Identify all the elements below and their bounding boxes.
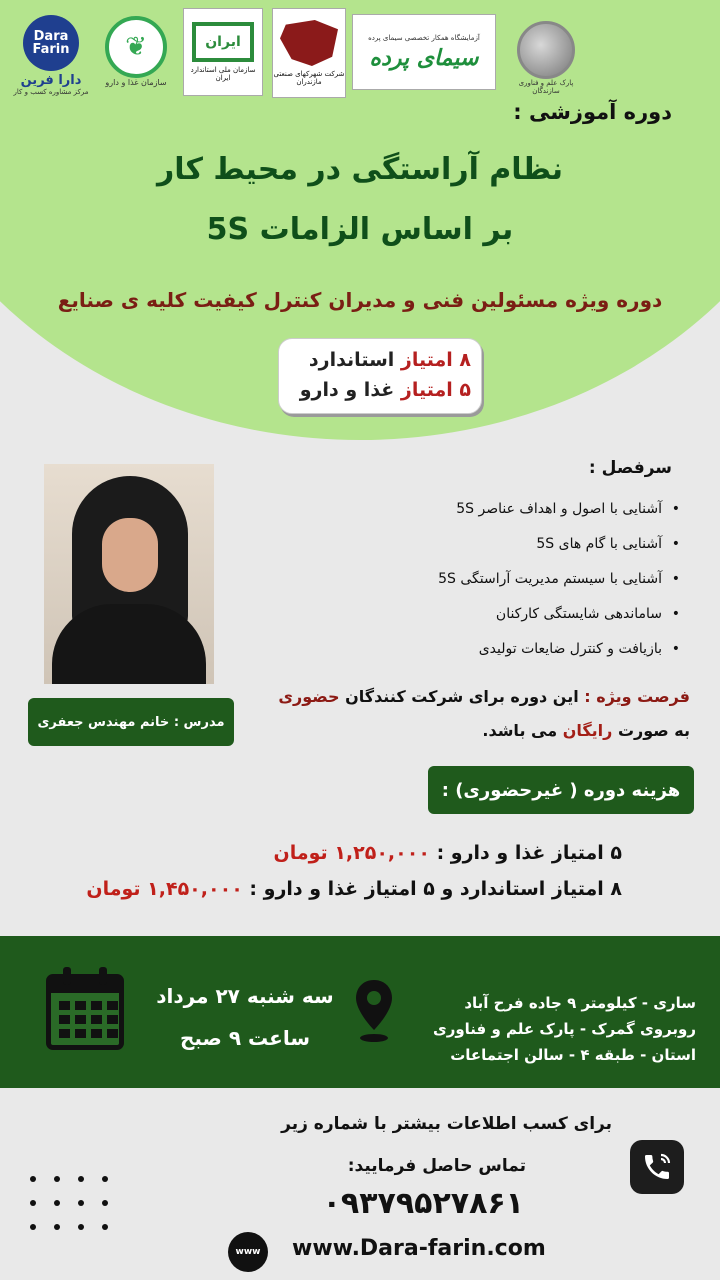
event-address: ساری - کیلومتر ۹ جاده فرح آباد روبروی گمرک - پارک علم و فناوری استان - طبقه ۴ - سالن اجتماعات	[432, 994, 696, 1064]
points-label: استاندارد	[308, 349, 395, 371]
dara-farin-name: دارا فرین	[20, 72, 82, 88]
syllabus-title: سرفصل :	[588, 458, 672, 478]
industrial-estates-caption: شرکت شهرکهای صنعتی مازندران	[273, 70, 345, 86]
dara-farin-mark: Dara Farin	[23, 15, 79, 71]
syllabus-list	[360, 492, 680, 667]
calendar-grid	[59, 1001, 118, 1038]
calendar-icon	[46, 974, 124, 1050]
science-park-logo	[504, 16, 588, 100]
instructor-label: مدرس : خانم مهندس جعفری	[28, 698, 234, 746]
price-label: ۸ امتیاز استاندارد و ۵ امتیاز غذا و دارو :	[249, 878, 622, 900]
iran-map-icon	[280, 20, 338, 66]
points-value: ۸ امتیاز	[400, 349, 471, 371]
globe-icon: www	[228, 1232, 268, 1272]
syllabus-item: • آشنایی با سیستم مدیریت آراستگی 5S	[360, 562, 680, 597]
decorative-dots	[30, 1176, 108, 1230]
standard-mark: ایران	[192, 22, 254, 62]
points-value: ۵ امتیاز	[400, 379, 471, 401]
standard-caption: سازمان ملی استاندارد ایران	[190, 66, 256, 82]
points-row	[289, 345, 471, 375]
food-drug-caption: سازمان غذا و دارو	[105, 77, 167, 87]
syllabus-item: • آشنایی با اصول و اهداف عناصر 5S	[360, 492, 680, 527]
syllabus-item: • آشنایی با گام های 5S	[360, 527, 680, 562]
event-date: سه شنبه ۲۷ مرداد	[156, 984, 334, 1008]
calendar-ring	[99, 967, 107, 985]
course-label: دوره آموزشی :	[513, 100, 672, 124]
standard-logo	[183, 8, 263, 96]
calendar-ring	[63, 967, 71, 985]
phone-icon[interactable]	[630, 1140, 684, 1194]
location-pin-icon	[354, 978, 394, 1044]
event-time: ساعت ۹ صبح	[179, 1026, 311, 1050]
course-title-line2: بر اساس الزامات 5S	[206, 212, 514, 247]
offer-text1: این دوره برای شرکت کنندگان	[345, 687, 579, 706]
photo-face	[102, 518, 158, 592]
leaf-icon: ❦	[105, 16, 167, 78]
industrial-estates-logo	[272, 8, 346, 98]
sima-parde-logo	[352, 14, 496, 90]
offer-label: فرصت ویژه :	[584, 687, 690, 706]
course-title-line1: نظام آراستگی در محیط کار	[156, 152, 564, 187]
price-row	[86, 878, 622, 900]
course-subtitle: دوره ویژه مسئولین فنی و مدیران کنترل کیفیت کلیه ی صنایع	[57, 288, 663, 312]
contact-line2: تماس حاصل فرمایید:	[347, 1156, 526, 1176]
offer-highlight2: رایگان	[562, 721, 613, 740]
photo-body	[52, 604, 206, 684]
food-drug-logo	[96, 8, 176, 94]
offer-highlight1: حضوری	[278, 687, 340, 706]
price-label: ۵ امتیاز غذا و دارو :	[436, 842, 622, 864]
special-offer	[270, 680, 690, 748]
dara-farin-logo	[8, 10, 94, 100]
contact-line1: برای کسب اطلاعات بیشتر با شماره زیر	[281, 1114, 612, 1134]
globe-icon	[517, 21, 575, 79]
logo-bar	[0, 0, 720, 110]
dara-farin-tagline: مرکز مشاوره کسب و کار	[13, 87, 89, 96]
sima-parde-top-text: آزمایشگاه همکار تخصصی سیمای پرده	[368, 33, 480, 42]
offer-text2: به صورت	[617, 721, 690, 740]
sima-parde-name: سیمای پرده	[369, 45, 479, 71]
price-amount: ۱,۴۵۰,۰۰۰ تومان	[86, 878, 243, 900]
points-row	[289, 375, 471, 405]
website-link[interactable]: www.Dara-farin.com	[292, 1236, 546, 1261]
science-park-caption: پارک علم و فناوری سازندگان	[518, 79, 574, 95]
price-amount: ۱,۲۵۰,۰۰۰ تومان	[273, 842, 430, 864]
price-row	[274, 842, 622, 864]
calendar-header	[51, 979, 119, 993]
syllabus-item: • ساماندهی شایستگی کارکنان	[360, 597, 680, 632]
points-box	[278, 338, 482, 414]
fee-title: هزینه دوره ( غیرحضوری) :	[428, 766, 694, 814]
syllabus-item: • بازیافت و کنترل ضایعات تولیدی	[360, 632, 680, 667]
points-label: غذا و دارو	[299, 379, 395, 401]
phone-number[interactable]: ۰۹۳۷۹۵۲۷۸۶۱	[322, 1186, 524, 1221]
instructor-photo	[44, 464, 214, 684]
offer-text3: می باشد.	[482, 721, 558, 740]
phone-glyph	[641, 1151, 673, 1183]
